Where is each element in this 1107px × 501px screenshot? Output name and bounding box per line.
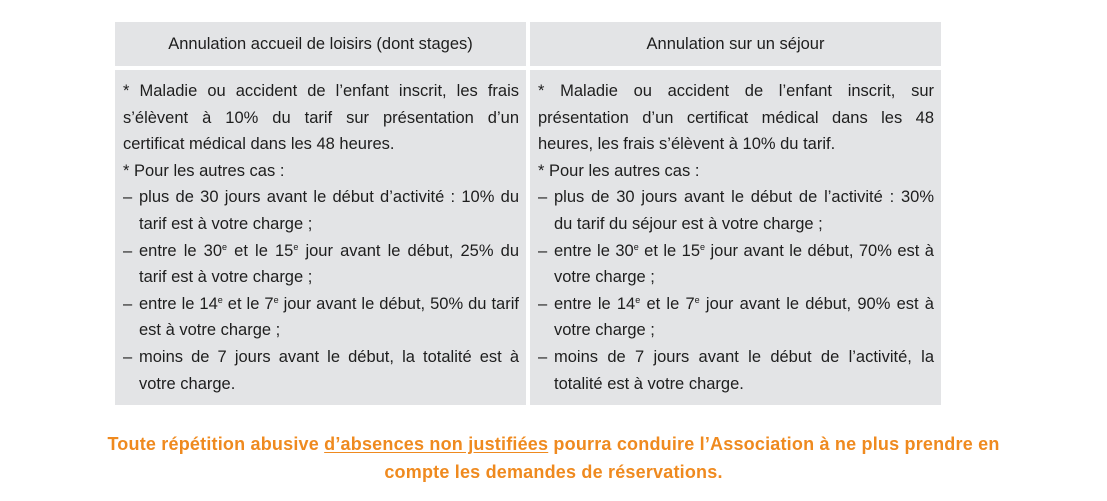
cancellation-table: [115, 22, 941, 405]
header-sejour: Annulation sur un séjour: [530, 22, 941, 66]
header-loisirs: Annulation accueil de loisirs (dont stages): [115, 22, 526, 66]
dash: –: [538, 347, 548, 366]
list-item: [123, 291, 519, 344]
dash: –: [538, 188, 548, 207]
list-item: [123, 344, 519, 397]
list-item-text: plus de 30 jours avant le début d’activité : 10% du tarif est à votre charge ;: [139, 188, 519, 233]
dash: –: [123, 241, 133, 260]
dash: –: [123, 294, 133, 313]
absence-warning-note: [0, 430, 1107, 486]
list-item-text: entre le 30e et le 15e jour avant le début, 70% est à votre charge ;: [554, 241, 934, 287]
dash: –: [123, 188, 133, 207]
list-item: [123, 184, 519, 237]
list-item-text: plus de 30 jours avant le début de l’activité : 30% du tarif du séjour est à votre charge ;: [554, 188, 934, 233]
dash: –: [538, 294, 548, 313]
cell-sejour: [530, 70, 941, 405]
note-text-end: pourra conduire l’Association à ne plus prendre en: [548, 434, 1000, 454]
list-item-text: entre le 30e et le 15e jour avant le début, 25% du tarif est à votre charge ;: [139, 241, 519, 287]
list-item-text: moins de 7 jours avant le début, la totalité est à votre charge.: [139, 347, 519, 393]
cell-loisirs: [115, 70, 526, 405]
note-underlined-text: d’absences non justifiées: [324, 434, 549, 454]
dash: –: [538, 241, 548, 260]
sejour-maladie-text: * Maladie ou accident de l’enfant inscrit, sur présentation d’un certificat médical dans les 48 heures, les frais s’élèvent à 10% du tarif.: [538, 82, 934, 154]
list-item-text: moins de 7 jours avant le début de l’activité, la totalité est à votre charge.: [554, 347, 934, 393]
list-item-text: entre le 14e et le 7e jour avant le début, 50% du tarif est à votre charge ;: [139, 294, 519, 340]
list-item: [123, 238, 519, 291]
loisirs-maladie-text: * Maladie ou accident de l’enfant inscrit, les frais s’élèvent à 10% du tarif sur présentation d’un certificat médical dans les 48 heures.: [123, 82, 519, 154]
note-text-line2: compte les demandes de réservations.: [384, 462, 723, 482]
list-item: [538, 344, 934, 397]
list-item: [538, 184, 934, 237]
sejour-autres-cas: * Pour les autres cas :: [538, 161, 700, 180]
list-item: [538, 291, 934, 344]
loisirs-autres-cas: * Pour les autres cas :: [123, 161, 285, 180]
list-item: [538, 238, 934, 291]
note-text-start: Toute répétition abusive: [107, 434, 325, 454]
list-item-text: entre le 14e et le 7e jour avant le début, 90% est à votre charge ;: [554, 294, 934, 340]
dash: –: [123, 347, 133, 366]
